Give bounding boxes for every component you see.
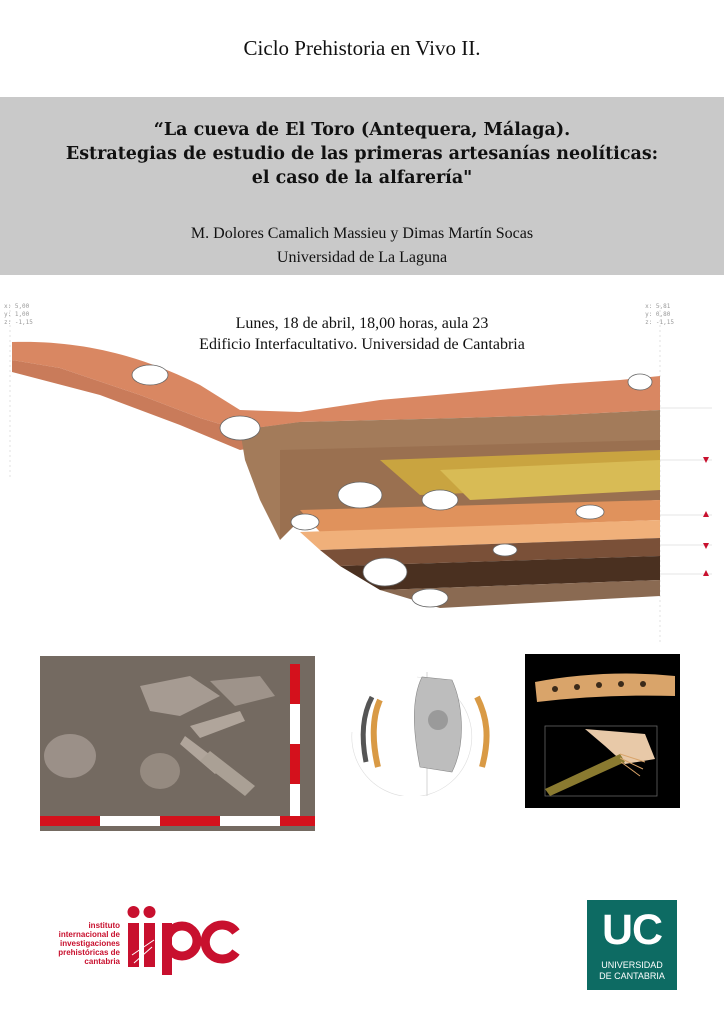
iipc-line-2: internacional de	[58, 930, 120, 939]
coord-left-y: y: 1,00	[4, 311, 30, 318]
title-line-2: Estrategias de estudio de las primeras artesanías neolíticas:	[65, 144, 659, 164]
iipc-logo-text	[32, 921, 120, 966]
uc-line-1: UNIVERSIDAD	[601, 960, 663, 970]
iipc-line-1: instituto	[88, 921, 120, 930]
institution-line: Universidad de La Laguna	[276, 249, 448, 266]
uc-line-2: DE CANTABRIA	[599, 971, 665, 981]
talk-title	[0, 118, 724, 190]
authors-line: M. Dolores Camalich Massieu y Dimas Martín Socas	[190, 225, 534, 242]
coord-right-z: z: -1,15	[645, 319, 674, 326]
uc-logo	[587, 900, 677, 990]
coord-left-z: z: -1,15	[4, 319, 33, 326]
iipc-line-5: cantabria	[84, 957, 120, 966]
uc-logo-mark: UC	[601, 906, 663, 954]
iipc-logo	[32, 895, 242, 975]
iipc-line-3: investigaciones	[59, 939, 120, 948]
title-line-3: el caso de la alfarería"	[251, 168, 473, 188]
uc-logo-text	[587, 960, 677, 982]
excavation-photo	[40, 656, 315, 831]
event-venue: Edificio Interfacultativo. Universidad de Cantabria	[199, 336, 525, 353]
event-info	[0, 313, 724, 355]
coord-right-x: x: 5,81	[645, 303, 671, 310]
coord-left-x: x: 5,00	[4, 303, 30, 310]
event-datetime: Lunes, 18 de abril, 18,00 horas, aula 23	[235, 315, 489, 332]
iipc-line-4: prehistóricas de	[58, 948, 120, 957]
bone-tool-photo	[525, 654, 680, 808]
speakers	[0, 222, 724, 270]
coord-right-y: y: 0,80	[645, 311, 671, 318]
title-line-1: “La cueva de El Toro (Antequera, Málaga).	[153, 120, 571, 140]
series-title: Ciclo Prehistoria en Vivo II.	[243, 36, 481, 60]
iipc-mark	[124, 895, 242, 975]
pottery-drawing	[342, 672, 512, 796]
